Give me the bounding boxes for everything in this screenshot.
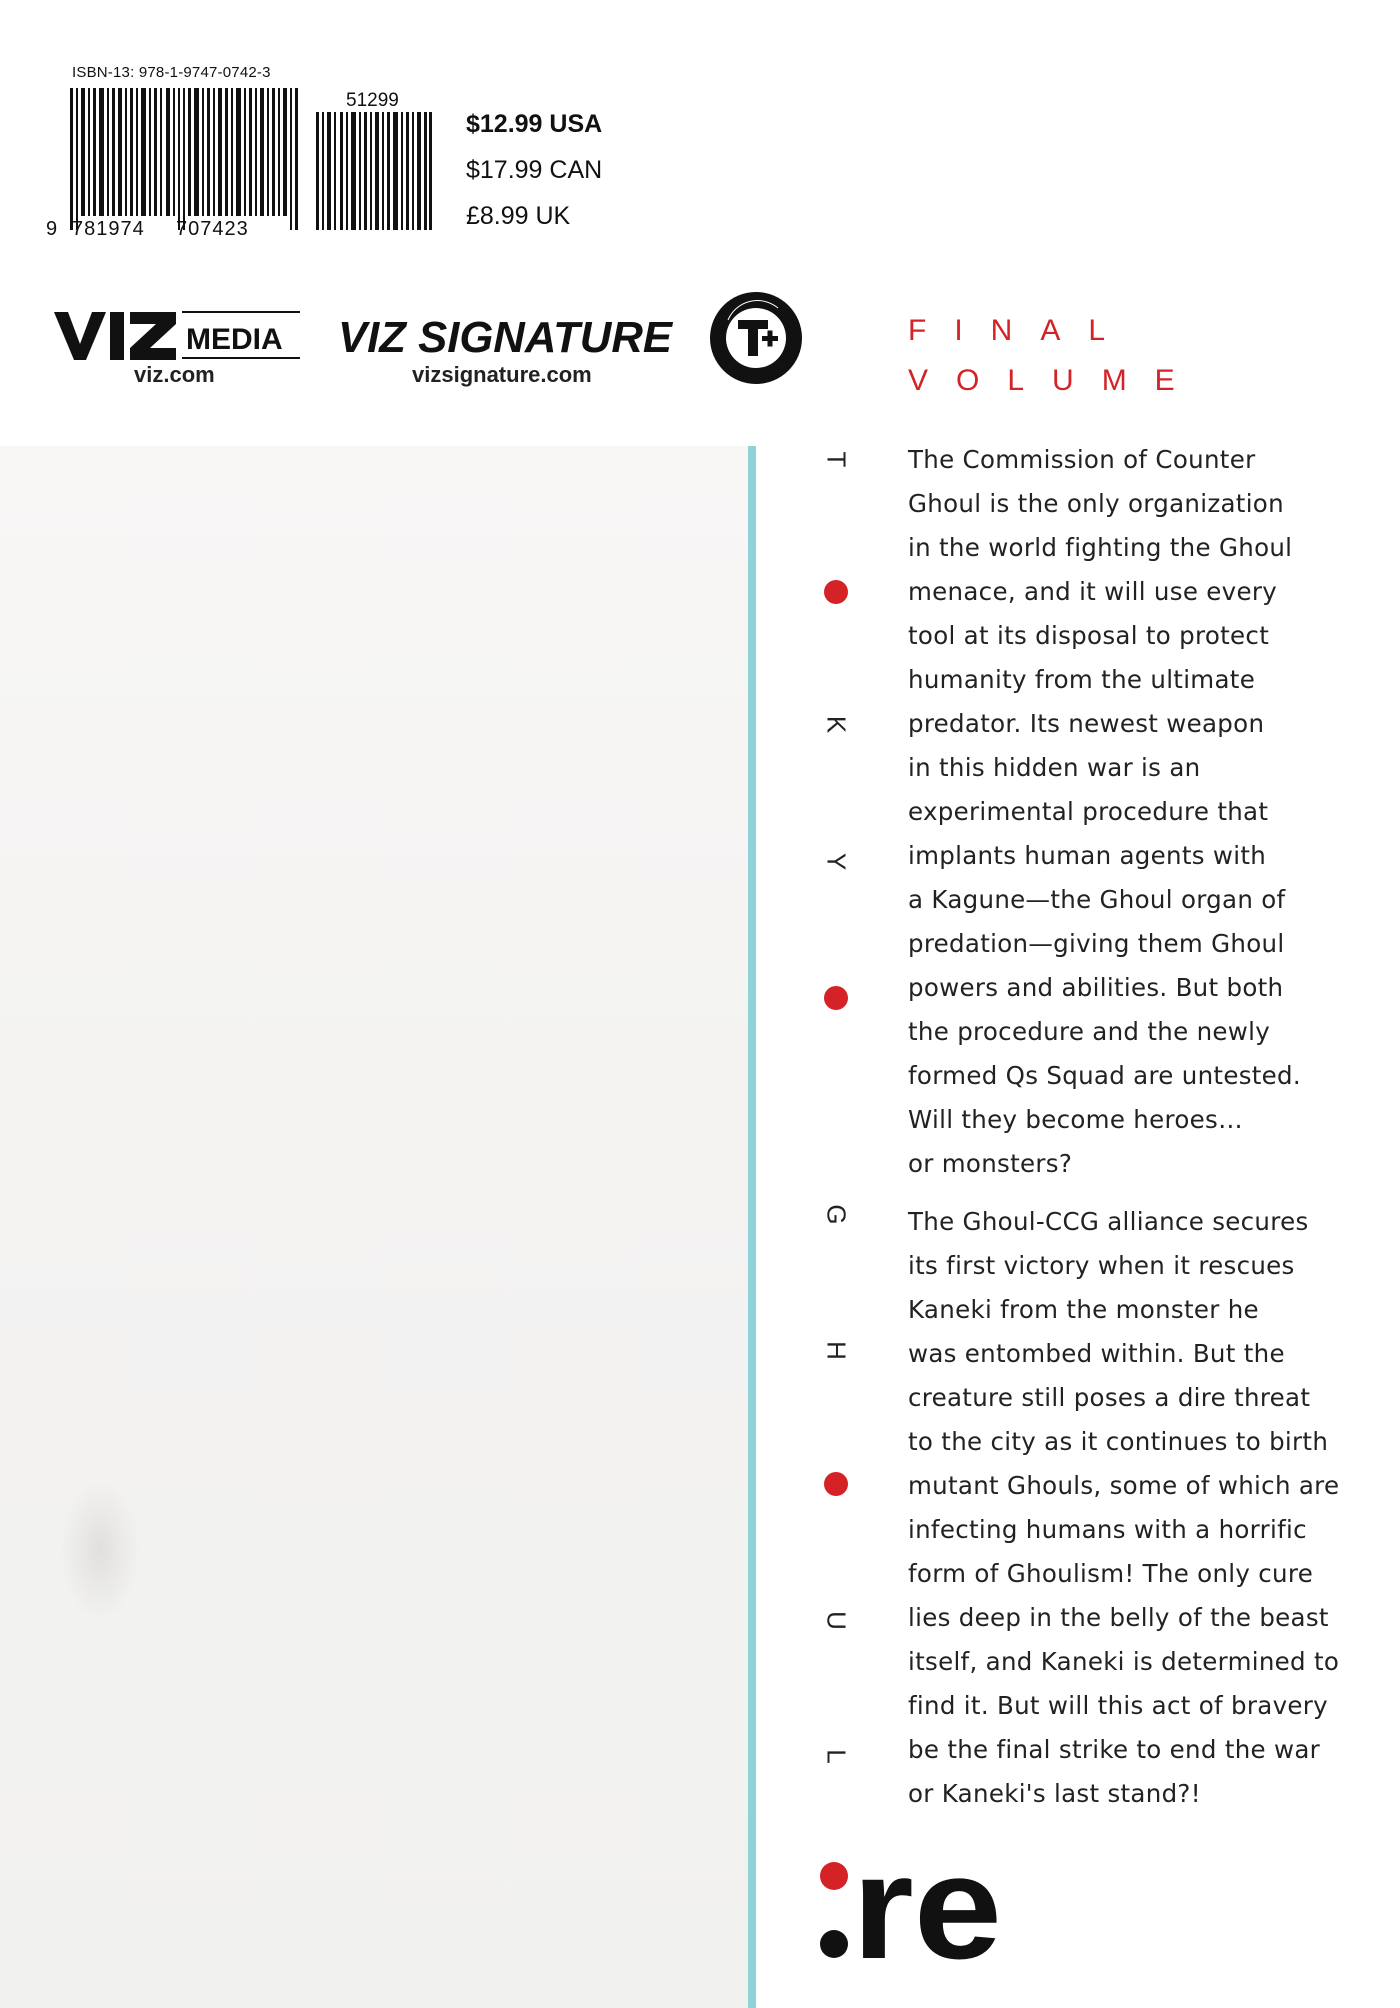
cover-art-panel — [0, 446, 750, 2008]
barcode-digits-right: 707423 — [176, 218, 249, 240]
price-uk: £8.99 UK — [466, 202, 571, 230]
viz-media-logo — [54, 306, 302, 364]
viz-url: viz.com — [134, 362, 215, 387]
spine-letter-g: G — [821, 1204, 852, 1225]
barcode-lead-digit: 9 — [46, 218, 58, 240]
spine-letter-k: K — [821, 715, 852, 734]
isbn-label: ISBN-13: 978-1-9747-0742-3 — [72, 64, 271, 81]
teal-divider-line — [748, 446, 756, 2008]
spine-letter-u: U — [821, 1611, 852, 1630]
final-volume-label — [908, 306, 1203, 406]
barcode-addon — [316, 112, 432, 230]
volume-label: VOLUME — [908, 364, 1203, 397]
spine-letter-l: L — [821, 1749, 852, 1764]
spine-dot — [824, 580, 848, 604]
description-paragraph-2 — [908, 1200, 1348, 1816]
spine-letter-h: H — [821, 1341, 852, 1360]
rating-t-plus-icon — [708, 290, 804, 386]
description-paragraph-1 — [908, 438, 1348, 1186]
svg-text:re: re — [852, 1830, 1002, 1970]
barcode — [70, 88, 298, 230]
spine-letter-t: T — [821, 451, 852, 468]
viz-signature-logo — [336, 308, 676, 362]
price-usa: $12.99 USA — [466, 110, 603, 138]
barcode-digits-left: 781974 — [72, 218, 145, 240]
svg-text:VIZ SIGNATURE: VIZ SIGNATURE — [338, 313, 674, 362]
cover-art-shadow — [60, 1480, 140, 1620]
svg-text:MEDIA: MEDIA — [186, 323, 283, 356]
description-text-2: The Ghoul-CCG alliance secures its first victory when it rescues Kaneki from the monster he was entombed within. But the creature still poses a dire threat to the city as it continues to birth mutant Ghouls, some of which are infecting humans with a horrific form of Ghoulism! The only cure lies deep in the belly of the beast itself, and Kaneki is determined to find it. But will this act of bravery be the final strike to end the war or Kaneki's last stand?! — [908, 1207, 1340, 1808]
spine-dot — [824, 986, 848, 1010]
spine-dot — [824, 1472, 848, 1496]
viz-signature-url: vizsignature.com — [412, 362, 592, 387]
barcode-addon-number: 51299 — [346, 90, 399, 111]
spine-letter-y: Y — [821, 852, 852, 871]
final-label: FINAL — [908, 314, 1134, 347]
description-text-1: The Commission of Counter Ghoul is the only organization in the world fighting the Ghoul menace, and it will use every tool at its disposal to protect humanity from the ultimate predator. Its newest weapon in this hidden war is an experimental procedure that implants human agents with a Kagune—the Ghoul organ of predation—giving them Ghoul powers and abilities. But both the procedure and the newly formed Qs Squad are untested. Will they become heroes… or monsters? — [908, 445, 1301, 1178]
price-can: $17.99 CAN — [466, 156, 603, 184]
re-logo — [818, 1830, 1008, 1970]
